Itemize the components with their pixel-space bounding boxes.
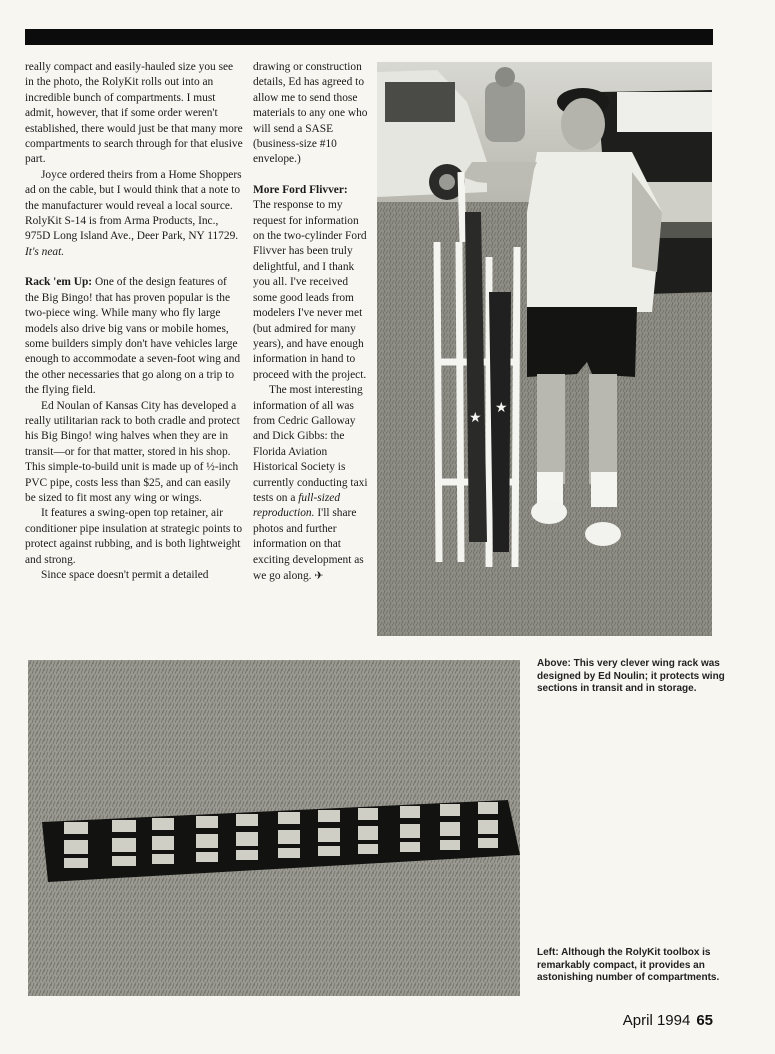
paragraph: Since space doesn't permit a detailed xyxy=(41,569,209,581)
page-folio xyxy=(623,1012,713,1029)
article-column-1 xyxy=(25,60,243,583)
paragraph: It features a swing-open top retainer, air conditioner pipe insulation at strategic points to protect against rubbing, and is both lightweight and strong. xyxy=(25,507,243,566)
airplane-end-mark-icon: ✈ xyxy=(314,569,324,582)
paragraph: drawing or construction details, Ed has agreed to allow me to send those materials to any one who will send a SASE (business-size #10 envelope.) xyxy=(253,61,368,166)
caption-above: Above: This very clever wing rack was designed by Ed Noulin; it protects wing sections in transit and in storage. xyxy=(537,658,725,694)
section-heading: Rack 'em Up: xyxy=(25,276,93,289)
rolykit-toolbox-photo xyxy=(28,660,520,996)
header-rule xyxy=(25,29,713,45)
caption-left: Left: Although the RolyKit toolbox is remarkably compact, it provides an astonishing number of compartments. xyxy=(537,947,720,983)
paragraph: The response to my request for information on the two-cylinder Ford Flivver has been truly delightful, and I thank you all. I've received some good leads from modelers I've never met (but admired for many years), and have enough information in hand to proceed with the project. xyxy=(253,199,367,381)
article-column-2 xyxy=(253,60,370,584)
wing-rack-photo xyxy=(377,62,712,636)
paragraph: Joyce ordered theirs from a Home Shoppers ad on the cable, but I would think that a note to the manufacturer would reveal a local source. RolyKit S-14 is from Arma Products, Inc., 975D Long Island Ave., Deer Park, NY 11729. It's neat. xyxy=(25,168,242,258)
svg-text:★: ★ xyxy=(469,410,482,426)
svg-text:★: ★ xyxy=(495,400,508,416)
section-paragraph: Rack 'em Up: One of the design features of the Big Bingo! that has proven popular is the two-piece wing. While many who fly large models also drive big vans or mobile homes, some builders simply don't have vehicles large enough to accommodate a seven-foot wing and the other necessaries that go along on a trip to the flying field. xyxy=(25,276,241,397)
paragraph: The most interesting information of all was from Cedric Galloway and Dick Gibbs: the Florida Aviation Historical Society is currently conducting taxi tests on a full-sized reproduction. I'll share photos and further information on that exciting development as we go along. ✈ xyxy=(253,384,368,582)
paragraph: really compact and easily-hauled size you see in the photo, the RolyKit rolls out into an incredible bunch of compartments. I must admit, however, that if some order weren't established, there would just be that many more compartments to search through for that elusive part. xyxy=(25,61,243,166)
issue-date: April 1994 xyxy=(622,1012,691,1029)
page-number: 65 xyxy=(696,1012,713,1029)
section-heading: More Ford Flivver: xyxy=(253,183,348,196)
paragraph: Ed Noulan of Kansas City has developed a really utilitarian rack to both cradle and protect his Big Bingo! wing halves when they are in transit—or for that matter, stored in his shop. This simple-to-build unit is made up of ½-inch PVC pipe, costs less than $25, and can easily be sized to fit most any wing or wings. xyxy=(25,399,240,504)
